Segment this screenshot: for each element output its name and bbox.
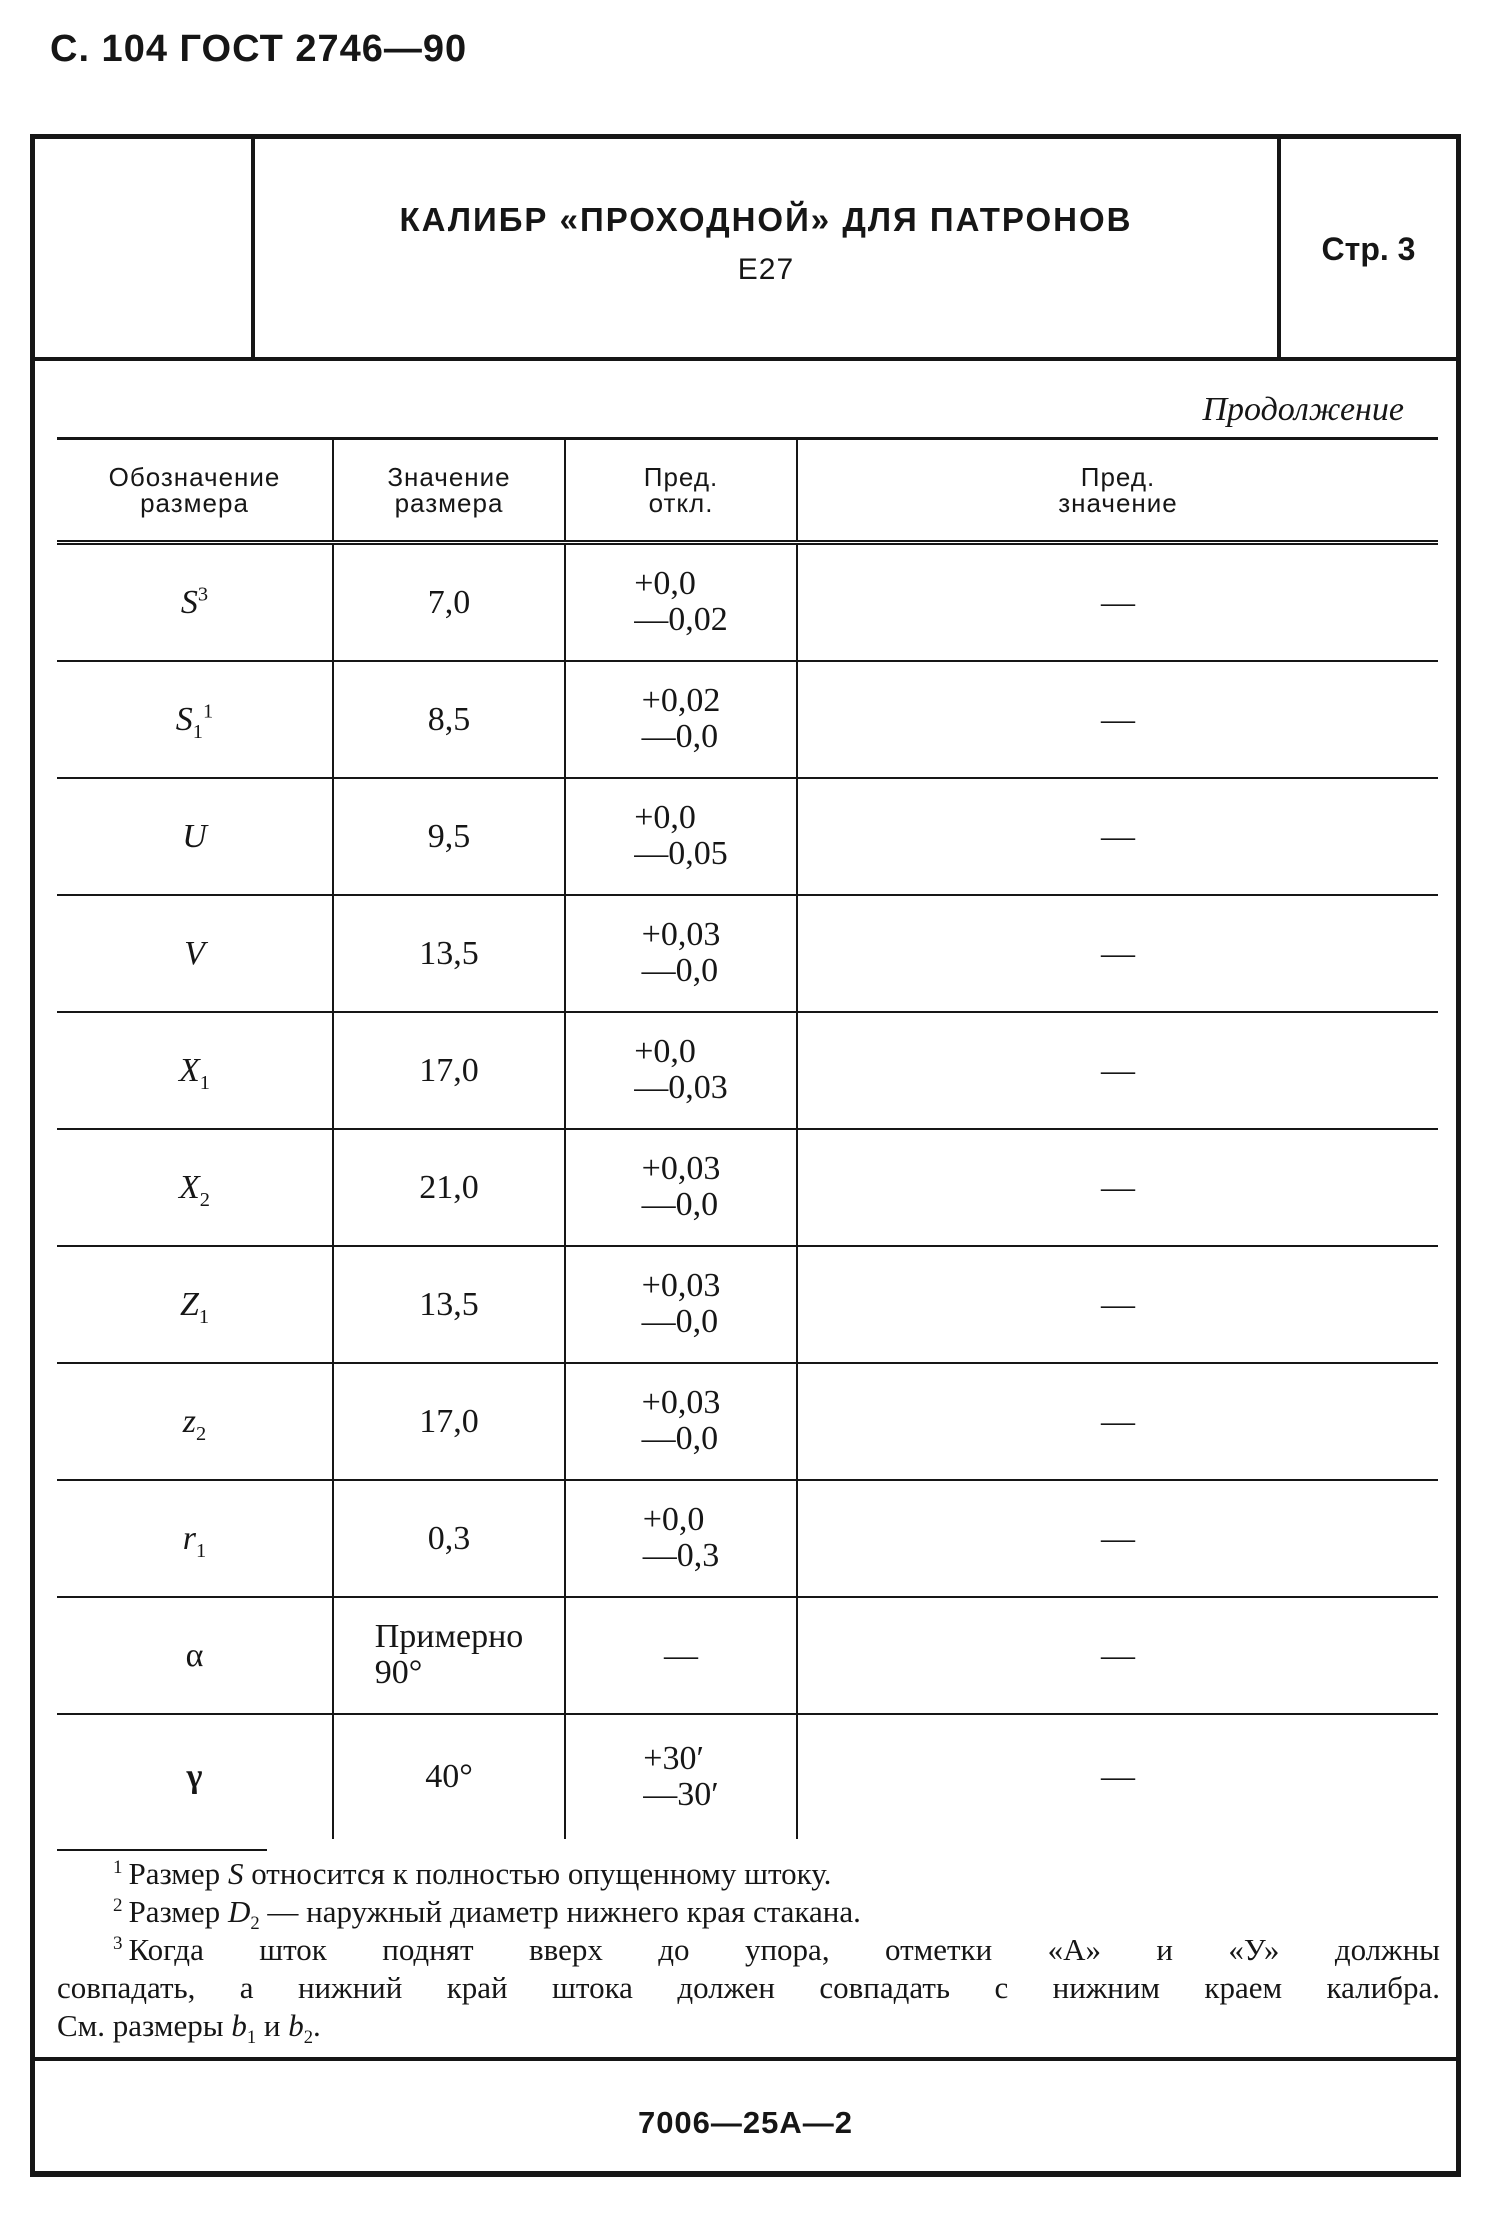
upper-deviation: +0,0: [634, 799, 696, 836]
page-label: Стр. 3: [1321, 231, 1416, 267]
title-block-page-cell: [1277, 139, 1456, 357]
value-line2: 90°: [374, 1654, 423, 1691]
cell-value: 21,0: [333, 1129, 565, 1246]
footnote-3-text-mid: и: [256, 2008, 289, 2043]
cell-value: 17,0: [333, 1363, 565, 1480]
footnote-2-number: 2: [113, 1894, 123, 1916]
cell-deviation: [565, 1480, 797, 1597]
cell-limit: —: [797, 1129, 1438, 1246]
table-row: [57, 1597, 1438, 1714]
header-value: [333, 439, 565, 543]
table-row: [57, 1363, 1438, 1480]
cell-limit: —: [797, 1597, 1438, 1714]
symbol: r: [182, 1519, 197, 1557]
lower-deviation: —0,02: [634, 601, 728, 638]
table-row: [57, 1480, 1438, 1597]
cell-deviation: [565, 1012, 797, 1129]
cell-value: 8,5: [333, 661, 565, 778]
footnote-1-text-post: относится к полностью опущенному штоку.: [243, 1856, 832, 1891]
value-line1: Примерно: [374, 1618, 524, 1655]
document-title: КАЛИБР «ПРОХОДНОЙ» ДЛЯ ПАТРОНОВ: [399, 201, 1133, 238]
cell-limit: —: [797, 1246, 1438, 1363]
footnote-3-line3: [57, 2007, 1440, 2049]
cell-deviation: [565, 661, 797, 778]
symbol-subscript: 1: [192, 720, 203, 743]
dimensions-table: [57, 437, 1438, 1839]
header-deviation-line1: Пред.: [643, 462, 719, 492]
footnote-3-line2: совпадать, а нижний край штока должен совпадать с нижним краем калибра.: [57, 1970, 1440, 2005]
upper-deviation: +0,02: [641, 682, 721, 719]
symbol: α: [185, 1636, 204, 1674]
footnote-3-number: 3: [113, 1932, 123, 1954]
cell-designation: [57, 778, 333, 895]
footnote-1-text-pre: Размер: [128, 1856, 228, 1891]
cell-deviation: [565, 778, 797, 895]
cell-designation: [57, 1246, 333, 1363]
cell-designation: [57, 1363, 333, 1480]
cell-deviation: [565, 1129, 797, 1246]
symbol: S: [180, 583, 198, 621]
cell-limit: —: [797, 661, 1438, 778]
upper-deviation: +0,03: [641, 1267, 721, 1304]
cell-deviation: [565, 1246, 797, 1363]
cell-designation: [57, 543, 333, 662]
footnote-1-number: 1: [113, 1856, 123, 1878]
title-block-left-cell: [35, 139, 255, 357]
lower-deviation: —30′: [643, 1775, 719, 1813]
symbol: U: [182, 817, 207, 855]
header-designation-line2: размера: [140, 488, 249, 518]
symbol-subscript: 1: [198, 1305, 210, 1328]
footnote-3-text-end: .: [313, 2008, 321, 2043]
header-value-line1: Значение: [387, 462, 511, 492]
table-row: [57, 1714, 1438, 1839]
footnote-2-text-pre: Размер: [128, 1894, 228, 1929]
title-block: [35, 139, 1456, 361]
cell-designation: [57, 1012, 333, 1129]
document-frame: [30, 134, 1461, 2177]
title-block-center-cell: [255, 139, 1277, 357]
symbol-superscript: 3: [197, 583, 209, 606]
cell-deviation: [565, 543, 797, 662]
upper-deviation: +0,03: [641, 1150, 721, 1187]
page-header: С. 104 ГОСТ 2746—90: [50, 28, 468, 70]
lower-deviation: —0,3: [642, 1537, 720, 1574]
footnote-2-text-post: — наружный диаметр нижнего края стакана.: [259, 1894, 861, 1929]
cell-value: 13,5: [333, 895, 565, 1012]
upper-deviation: +0,0: [634, 1033, 696, 1070]
symbol: Z: [179, 1285, 199, 1323]
footnote-2-symbol-subscript: 2: [250, 1913, 260, 1935]
footnote-3-symbol-a: b: [231, 2008, 247, 2043]
footnote-3-symbol-b-subscript: 2: [303, 2027, 314, 2049]
cell-deviation: [565, 1714, 797, 1839]
cell-limit: —: [797, 1714, 1438, 1839]
header-value-line2: размера: [394, 488, 504, 518]
footnote-3-text-line1: Когда шток поднят вверх до упора, отметки «А» и «У» должны: [128, 1932, 1440, 1967]
table-row: [57, 778, 1438, 895]
continuation-label: Продолжение: [1202, 391, 1404, 428]
symbol-subscript: 2: [196, 1422, 207, 1445]
footnote-3-text-pre: См. размеры: [57, 2008, 232, 2043]
cell-designation: [57, 1714, 333, 1839]
cell-designation: [57, 1129, 333, 1246]
footnote-3-symbol-b: b: [288, 2008, 304, 2043]
lower-deviation: —0,0: [641, 1303, 719, 1340]
footer-code: 7006—25А—2: [637, 2105, 854, 2140]
cell-designation: [57, 895, 333, 1012]
symbol-superscript: 1: [203, 700, 214, 723]
footnote-1: [57, 1855, 1440, 1893]
cell-limit: —: [797, 895, 1438, 1012]
upper-deviation: +0,03: [641, 1384, 721, 1421]
footnotes: [57, 1855, 1440, 2049]
lower-deviation: —0,0: [641, 952, 719, 989]
document-subtitle: Е27: [737, 253, 795, 286]
table-row: [57, 543, 1438, 662]
lower-deviation: —0,05: [634, 835, 728, 872]
cell-limit: —: [797, 1480, 1438, 1597]
cell-limit: —: [797, 543, 1438, 662]
table-row: [57, 1129, 1438, 1246]
upper-deviation: +30′: [643, 1739, 704, 1777]
footnote-1-symbol: S: [227, 1856, 244, 1891]
symbol: X: [179, 1168, 200, 1206]
lower-deviation: —0,03: [634, 1069, 728, 1106]
cell-value: 17,0: [333, 1012, 565, 1129]
upper-deviation: +0,0: [642, 1501, 705, 1538]
footnote-separator: [57, 1849, 267, 1851]
table-row: [57, 895, 1438, 1012]
footer-separator: [35, 2057, 1456, 2061]
cell-value: [333, 1597, 565, 1714]
cell-designation: [57, 1480, 333, 1597]
cell-deviation: [565, 1363, 797, 1480]
symbol: γ: [186, 1758, 203, 1795]
cell-value: 7,0: [333, 543, 565, 662]
footnote-3-line1: [57, 1931, 1440, 1969]
cell-value: 0,3: [333, 1480, 565, 1597]
symbol: S: [175, 700, 193, 738]
lower-deviation: —0,0: [641, 1186, 719, 1223]
header-limit-line1: Пред.: [1080, 462, 1156, 492]
header-designation-line1: Обозначение: [108, 462, 281, 492]
table-header-row: [57, 439, 1438, 543]
footnote-2: [57, 1893, 1440, 1935]
footnote-3-symbol-a-subscript: 1: [246, 2027, 257, 2049]
cell-designation: [57, 1597, 333, 1714]
cell-limit: —: [797, 1012, 1438, 1129]
symbol-subscript: 2: [199, 1188, 210, 1211]
footnote-2-symbol: D: [227, 1894, 251, 1929]
upper-deviation: +0,0: [634, 565, 696, 602]
cell-deviation: [565, 895, 797, 1012]
lower-deviation: —0,0: [641, 1420, 719, 1457]
header-designation: [57, 439, 333, 543]
table-row: [57, 661, 1438, 778]
table-row: [57, 1012, 1438, 1129]
header-deviation-line2: откл.: [648, 488, 714, 518]
cell-value: 40°: [333, 1714, 565, 1839]
lower-deviation: —0,0: [641, 718, 719, 755]
symbol: V: [184, 934, 205, 972]
cell-deviation: —: [565, 1597, 797, 1714]
table-row: [57, 1246, 1438, 1363]
upper-deviation: +0,03: [641, 916, 721, 953]
header-limit: [797, 439, 1438, 543]
symbol-subscript: 1: [196, 1539, 207, 1562]
header-deviation: [565, 439, 797, 543]
cell-designation: [57, 661, 333, 778]
cell-limit: —: [797, 1363, 1438, 1480]
symbol: z: [182, 1402, 197, 1440]
cell-value: 13,5: [333, 1246, 565, 1363]
symbol-subscript: 1: [199, 1071, 210, 1094]
symbol: X: [179, 1051, 200, 1089]
cell-value: 9,5: [333, 778, 565, 895]
header-limit-line2: значение: [1058, 488, 1178, 518]
cell-limit: —: [797, 778, 1438, 895]
